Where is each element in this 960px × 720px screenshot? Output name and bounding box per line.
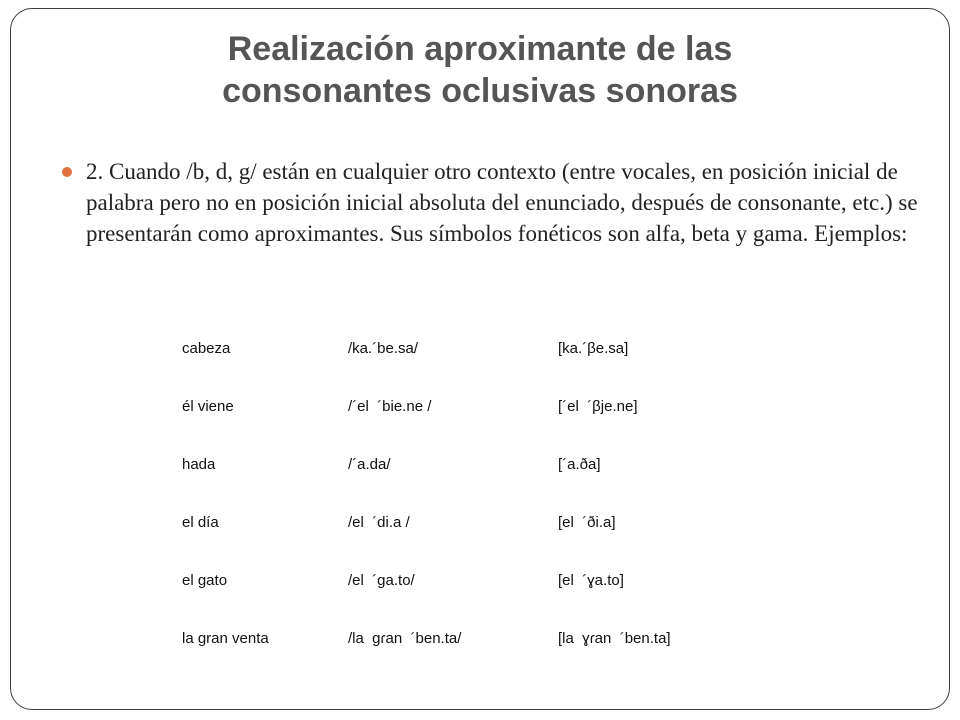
example-phonemic: /ka.´be.sa/ xyxy=(348,340,419,357)
example-phonemic: /´el ´bie.ne / xyxy=(348,398,432,415)
example-phonemic: /el ´ga.to/ xyxy=(348,572,415,589)
slide-title-line-2: consonantes oclusivas sonoras xyxy=(222,72,738,110)
example-word: la gran venta xyxy=(182,630,269,647)
example-phonemic: /la gɾan ´ben.ta/ xyxy=(348,630,462,647)
example-phonetic: [ka.´βe.sa] xyxy=(558,340,629,357)
example-phonemic: /´a.da/ xyxy=(348,456,391,473)
bullet-dot-icon xyxy=(62,167,72,177)
example-phonetic: [´el ´βje.ne] xyxy=(558,398,638,415)
slide-frame xyxy=(10,8,950,710)
slide-title xyxy=(0,28,960,112)
example-phonemic: /el ´di.a / xyxy=(348,514,410,531)
example-phonetic: [el ´ɣa.to] xyxy=(558,572,624,589)
bullet-item xyxy=(62,156,922,249)
example-phonetic: [´a.ða] xyxy=(558,456,601,473)
example-word: hada xyxy=(182,456,216,473)
example-word: el día xyxy=(182,514,219,531)
slide-title-line-1: Realización aproximante de las xyxy=(227,30,733,68)
example-word: el gato xyxy=(182,572,228,589)
example-word: cabeza xyxy=(182,340,231,357)
example-word: él viene xyxy=(182,398,234,415)
example-phonetic: [el ´ði.a] xyxy=(558,514,616,531)
bullet-text: 2. Cuando /b, d, g/ están en cualquier otro contexto (entre vocales, en posición inicial de palabra pero no en posición inicial absoluta del enunciado, después de consonante, etc.) se presentarán como aproximantes. Sus símbolos fonéticos son alfa, beta y gama. Ejemplos: xyxy=(86,159,918,246)
example-phonetic: [la ɣɾan ´ben.ta] xyxy=(558,630,671,647)
